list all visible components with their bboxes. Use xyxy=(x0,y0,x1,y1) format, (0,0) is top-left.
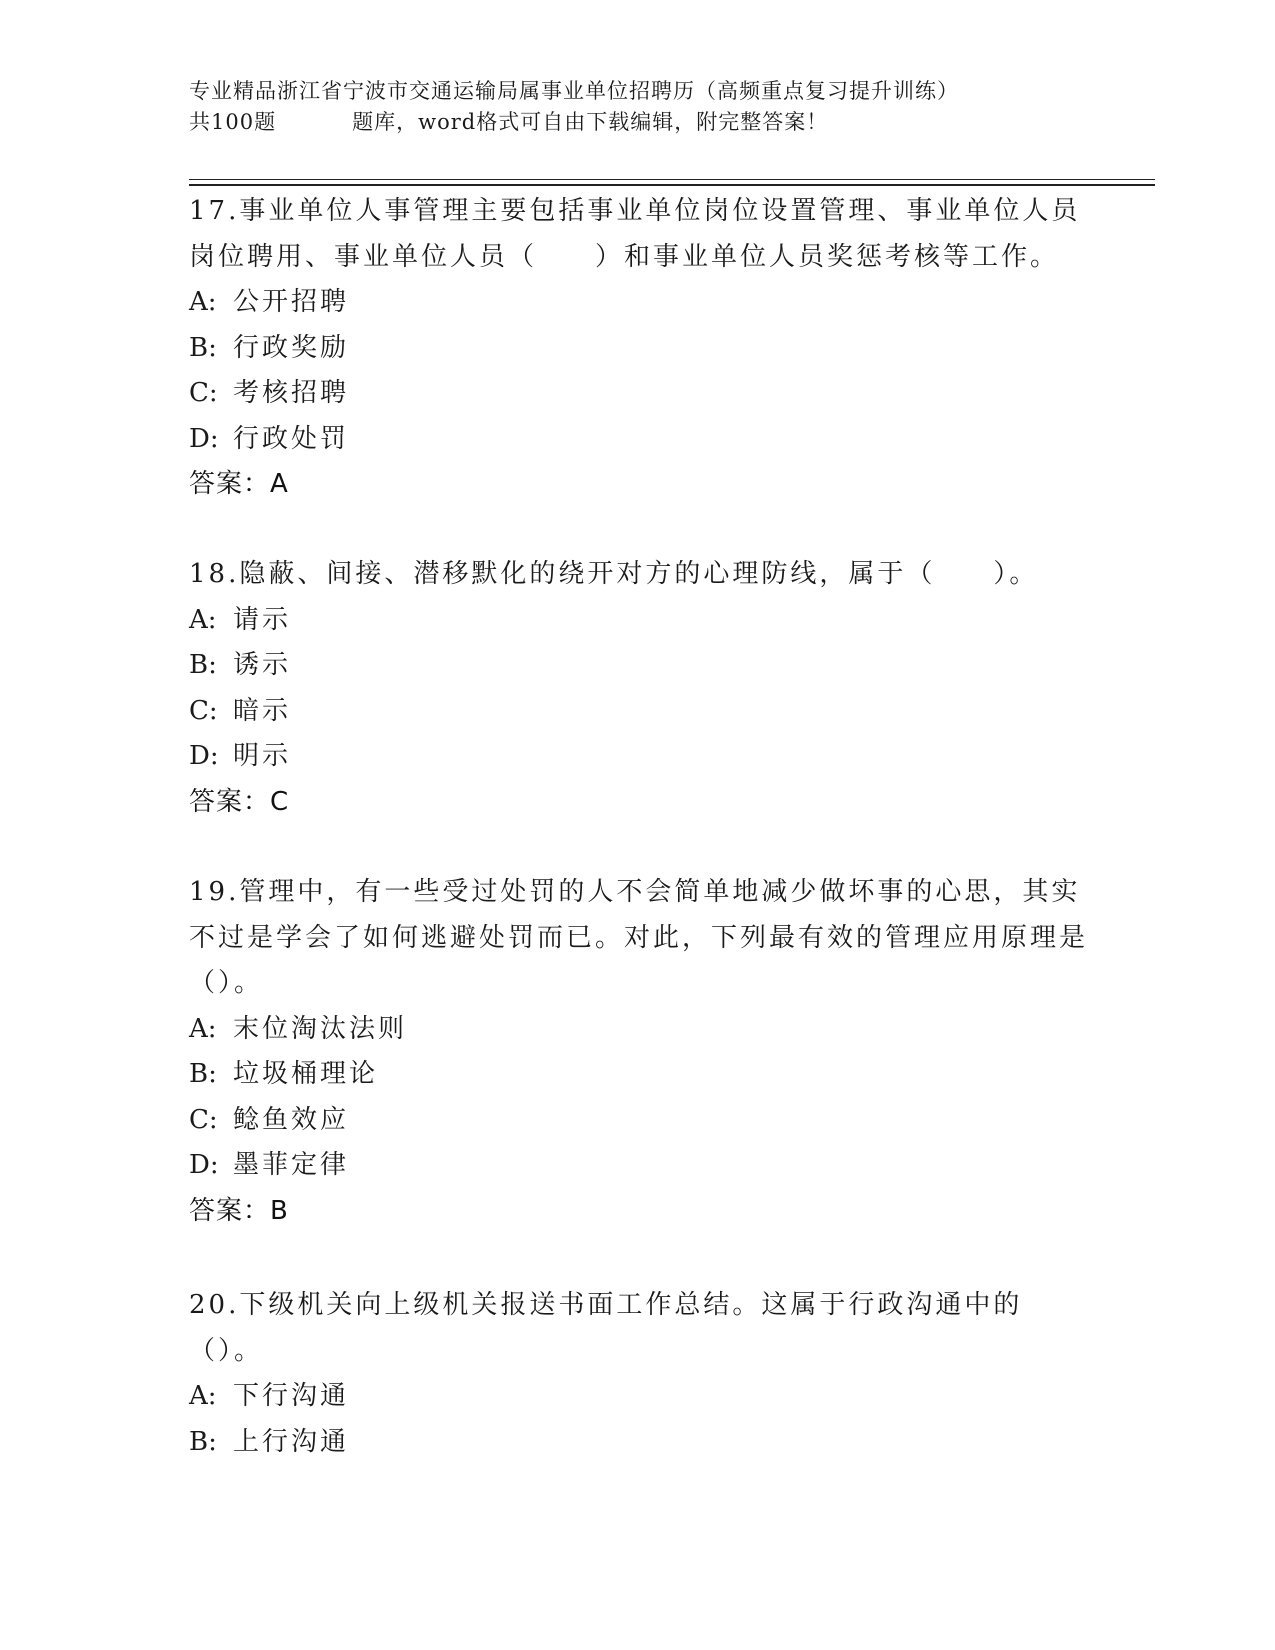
option-text: 垃圾桶理论 xyxy=(233,1059,379,1089)
option-text: 上行沟通 xyxy=(233,1426,350,1457)
option-letter: C: xyxy=(189,1104,218,1135)
question-number: 17. xyxy=(189,196,240,226)
option-a xyxy=(189,280,1089,326)
option-d xyxy=(189,417,1089,463)
option-letter: B: xyxy=(189,1059,217,1089)
option-text: 鲶鱼效应 xyxy=(233,1104,350,1135)
question-stem: 隐蔽、间接、潜移默化的绕开对方的心理防线，属于（ ）。 xyxy=(239,559,1039,589)
option-letter: A: xyxy=(189,1013,217,1044)
header-description: 题库，word格式可自由下载编辑，附完整答案！ xyxy=(352,110,829,134)
option-letter: C: xyxy=(189,378,218,408)
option-letter: D: xyxy=(189,1150,219,1180)
header-divider-thin xyxy=(189,179,1155,180)
option-b xyxy=(189,643,1089,689)
option-a xyxy=(189,1374,1089,1420)
answer: 答案：A xyxy=(189,469,289,499)
option-letter: A: xyxy=(189,604,217,635)
option-text: 公开招聘 xyxy=(233,287,350,317)
header-subtitle xyxy=(189,107,1089,138)
question-stem: 管理中，有一些受过处罚的人不会简单地减少做坏事的心思，其实不过是学会了如何逃避处罚而已。对此，下列最有效的管理应用原理是（）。 xyxy=(189,877,1089,998)
option-text: 考核招聘 xyxy=(233,378,350,408)
option-c xyxy=(189,1098,1089,1144)
option-c xyxy=(189,689,1089,735)
option-letter: B: xyxy=(189,1426,217,1457)
question-18 xyxy=(189,552,1089,825)
option-letter: B: xyxy=(189,650,217,680)
question-text xyxy=(189,189,1089,280)
option-b xyxy=(189,1420,1089,1466)
option-b xyxy=(189,1052,1089,1098)
question-text xyxy=(189,552,1089,598)
option-text: 暗示 xyxy=(233,695,292,726)
document-header xyxy=(189,76,1089,138)
option-text: 行政奖励 xyxy=(233,332,350,363)
question-number: 19. xyxy=(189,877,240,907)
option-text: 末位淘汰法则 xyxy=(233,1013,408,1044)
question-stem: 下级机关向上级机关报送书面工作总结。这属于行政沟通中的（）。 xyxy=(189,1290,1023,1366)
option-d xyxy=(189,1143,1089,1189)
header-title: 专业精品浙江省宁波市交通运输局属事业单位招聘历（高频重点复习提升训练） xyxy=(189,79,959,103)
question-text xyxy=(189,1283,1089,1374)
option-text: 明示 xyxy=(233,741,292,771)
question-20 xyxy=(189,1283,1089,1465)
option-text: 诱示 xyxy=(233,650,292,680)
question-number: 20. xyxy=(189,1290,240,1320)
question-number: 18. xyxy=(189,559,240,589)
option-text: 行政处罚 xyxy=(233,423,350,454)
option-text: 请示 xyxy=(233,604,292,635)
option-letter: A: xyxy=(189,287,217,317)
answer: 答案：B xyxy=(189,1195,289,1226)
option-a xyxy=(189,598,1089,644)
question-text xyxy=(189,870,1089,1007)
question-17 xyxy=(189,189,1089,508)
question-stem: 事业单位人事管理主要包括事业单位岗位设置管理、事业单位人员岗位聘用、事业单位人员（ ）和事业单位人员奖惩考核等工作。 xyxy=(189,196,1081,272)
question-19 xyxy=(189,870,1089,1234)
option-letter: B: xyxy=(189,332,217,363)
option-a xyxy=(189,1007,1089,1053)
option-d xyxy=(189,734,1089,780)
answer: 答案：C xyxy=(189,786,290,817)
option-letter: A: xyxy=(189,1381,217,1411)
option-letter: D: xyxy=(189,741,219,771)
option-letter: C: xyxy=(189,695,218,726)
option-text: 下行沟通 xyxy=(233,1381,350,1411)
option-text: 墨菲定律 xyxy=(233,1150,350,1180)
option-b xyxy=(189,326,1089,372)
option-letter: D: xyxy=(189,423,219,454)
question-count: 共100题 xyxy=(189,110,277,134)
header-divider-thick xyxy=(189,184,1155,186)
option-c xyxy=(189,371,1089,417)
